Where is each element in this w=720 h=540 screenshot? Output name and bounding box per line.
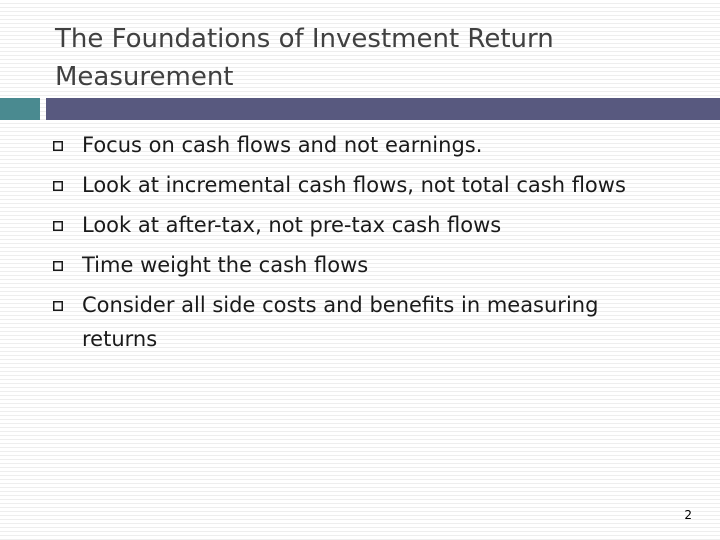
bullet-text: Focus on cash flows and not earnings.	[82, 133, 483, 157]
hollow-square-bullet-icon	[53, 221, 63, 231]
hollow-square-bullet-icon	[53, 301, 63, 311]
hollow-square-bullet-icon	[53, 261, 63, 271]
bullet-item	[0, 248, 700, 282]
slide-title: The Foundations of Investment Return Measurement	[55, 24, 554, 92]
bullet-item	[0, 288, 700, 356]
title-accent-bar-slate	[46, 98, 720, 120]
page-number: 2	[684, 508, 692, 522]
hollow-square-bullet-icon	[53, 141, 63, 151]
bullet-text: Look at after-tax, not pre-tax cash flows	[82, 213, 502, 237]
bullet-text: Look at incremental cash flows, not total cash flows	[82, 173, 626, 197]
bullet-item	[0, 208, 700, 242]
title-accent-bar-teal	[0, 98, 40, 120]
bullet-text: Consider all side costs and benefits in measuring returns	[82, 293, 599, 351]
bullet-list	[0, 128, 700, 356]
bullet-item	[0, 168, 700, 202]
hollow-square-bullet-icon	[53, 181, 63, 191]
bullet-text: Time weight the cash flows	[82, 253, 369, 277]
bullet-item	[0, 128, 700, 162]
